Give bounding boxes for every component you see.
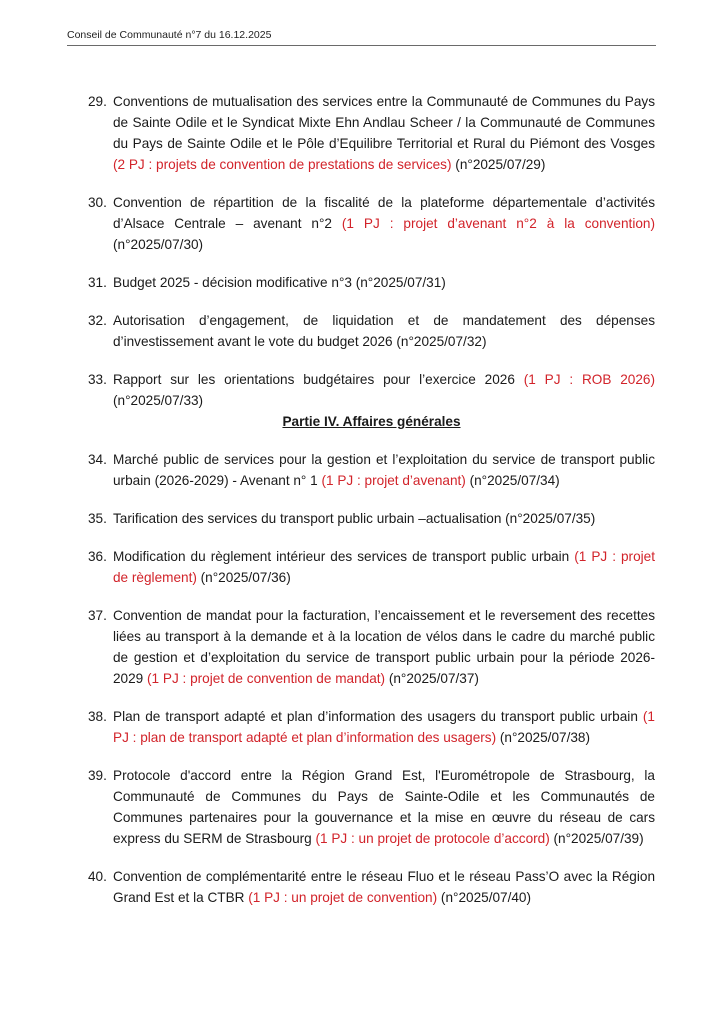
item-reference: (n°2025/07/37) xyxy=(385,671,479,686)
agenda-item-33 xyxy=(88,369,655,411)
item-number: 29. xyxy=(88,94,107,109)
item-text: Convention de mandat pour la facturation, l’encaissement et le reversement des recettes liées au transport à la demande et à la location de vélos dans le cadre du marché public de gestion et d’exploitation du service de transport public urbain pour la période 2026-2029 xyxy=(113,608,655,686)
agenda-item-37 xyxy=(88,605,655,689)
item-reference: (n°2025/07/34) xyxy=(465,473,560,488)
attachment-note: (1 PJ : un projet de protocole d’accord) xyxy=(315,831,550,846)
item-body xyxy=(113,369,655,411)
attachment-note: (2 PJ : projets de convention de prestations de services) xyxy=(113,157,452,172)
item-reference: (n°2025/07/40) xyxy=(437,890,532,905)
item-body xyxy=(113,192,655,255)
item-body xyxy=(113,546,655,588)
item-number: 31. xyxy=(88,275,107,290)
item-text: Marché public de services pour la gestion et l’exploitation du service de transport public urbain (2026-2029) - Avenant n° 1 xyxy=(113,452,655,488)
item-text: Protocole d'accord entre la Région Grand Est, l'Eurométropole de Strasbourg, la Communauté de Communes du Pays de Sainte-Odile et les Communautés de Communes partenaires pour la gouvernance et la mise en œuvre du réseau de cars express du SERM de Strasbourg xyxy=(113,768,655,846)
item-text: Convention de répartition de la fiscalité de la plateforme départementale d’activités d’Alsace Centrale – avenant n°2 xyxy=(113,195,655,231)
attachment-note: (1 PJ : projet d’avenant n°2 à la convention) xyxy=(341,216,655,231)
item-reference: (n°2025/07/29) xyxy=(451,157,546,172)
item-number: 33. xyxy=(88,372,107,387)
agenda-item-39 xyxy=(88,765,655,849)
item-body xyxy=(113,765,655,849)
item-number: 39. xyxy=(88,768,107,783)
item-text: Modification du règlement intérieur des services de transport public urbain xyxy=(113,549,575,564)
item-body xyxy=(113,272,655,293)
agenda-list xyxy=(88,91,655,925)
section-heading-partie-iv: Partie IV. Affaires générales xyxy=(282,414,461,429)
item-number: 36. xyxy=(88,549,107,564)
item-body xyxy=(113,449,655,491)
item-number: 35. xyxy=(88,511,107,526)
agenda-item-38 xyxy=(88,706,655,748)
item-reference: (n°2025/07/36) xyxy=(196,570,291,585)
agenda-item-36 xyxy=(88,546,655,588)
item-text: Rapport sur les orientations budgétaires pour l’exercice 2026 xyxy=(113,372,524,387)
agenda-item-35 xyxy=(88,508,655,529)
item-body xyxy=(113,91,655,175)
item-reference: (n°2025/07/33) xyxy=(113,393,204,408)
item-body xyxy=(113,605,655,689)
item-number: 34. xyxy=(88,452,107,467)
item-text: Budget 2025 - décision modificative n°3 (n°2025/07/31) xyxy=(113,275,446,290)
item-body xyxy=(113,866,655,908)
attachment-note: (1 PJ : ROB 2026) xyxy=(523,372,656,387)
attachment-note: (1 PJ : projet d’avenant) xyxy=(321,473,466,488)
item-body xyxy=(113,310,655,352)
item-body xyxy=(113,706,655,748)
item-text: Autorisation d’engagement, de liquidation et de mandatement des dépenses d’investissement avant le vote du budget 2026 (n°2025/07/32) xyxy=(113,313,655,349)
item-reference: (n°2025/07/38) xyxy=(496,730,590,745)
agenda-item-40 xyxy=(88,866,655,908)
attachment-note: (1 PJ : projet de convention de mandat) xyxy=(147,671,386,686)
item-number: 37. xyxy=(88,608,107,623)
item-number: 38. xyxy=(88,709,107,724)
attachment-note: (1 PJ : un projet de convention) xyxy=(248,890,438,905)
page-header xyxy=(67,29,656,46)
item-reference: (n°2025/07/39) xyxy=(549,831,644,846)
item-text: Plan de transport adapté et plan d’information des usagers du transport public urbain xyxy=(113,709,643,724)
agenda-item-29 xyxy=(88,91,655,175)
item-number: 30. xyxy=(88,195,107,210)
agenda-item-32 xyxy=(88,310,655,352)
item-number: 40. xyxy=(88,869,107,884)
attachment-note: (1 PJ : plan de transport adapté et plan d’information des usagers) xyxy=(113,709,655,745)
item-text: Tarification des services du transport public urbain –actualisation (n°2025/07/35) xyxy=(113,511,596,526)
item-text: Convention de complémentarité entre le réseau Fluo et le réseau Pass’O avec la Région Grand Est et la CTBR xyxy=(113,869,655,905)
agenda-item-31 xyxy=(88,272,655,293)
attachment-note: (1 PJ : projet de règlement) xyxy=(113,549,655,585)
item-text: Conventions de mutualisation des services entre la Communauté de Communes du Pays de Sainte Odile et le Syndicat Mixte Ehn Andlau Scheer / la Communauté de Communes du Pays de Sainte Odile et le Pôle d’Equilibre Territorial et Rural du Piémont des Vosges xyxy=(113,94,655,151)
item-body xyxy=(113,508,655,529)
item-number: 32. xyxy=(88,313,107,328)
agenda-item-30 xyxy=(88,192,655,255)
agenda-item-34 xyxy=(88,449,655,491)
header-title: Conseil de Communauté n°7 du 16.12.2025 xyxy=(67,29,272,41)
item-reference: (n°2025/07/30) xyxy=(113,237,204,252)
